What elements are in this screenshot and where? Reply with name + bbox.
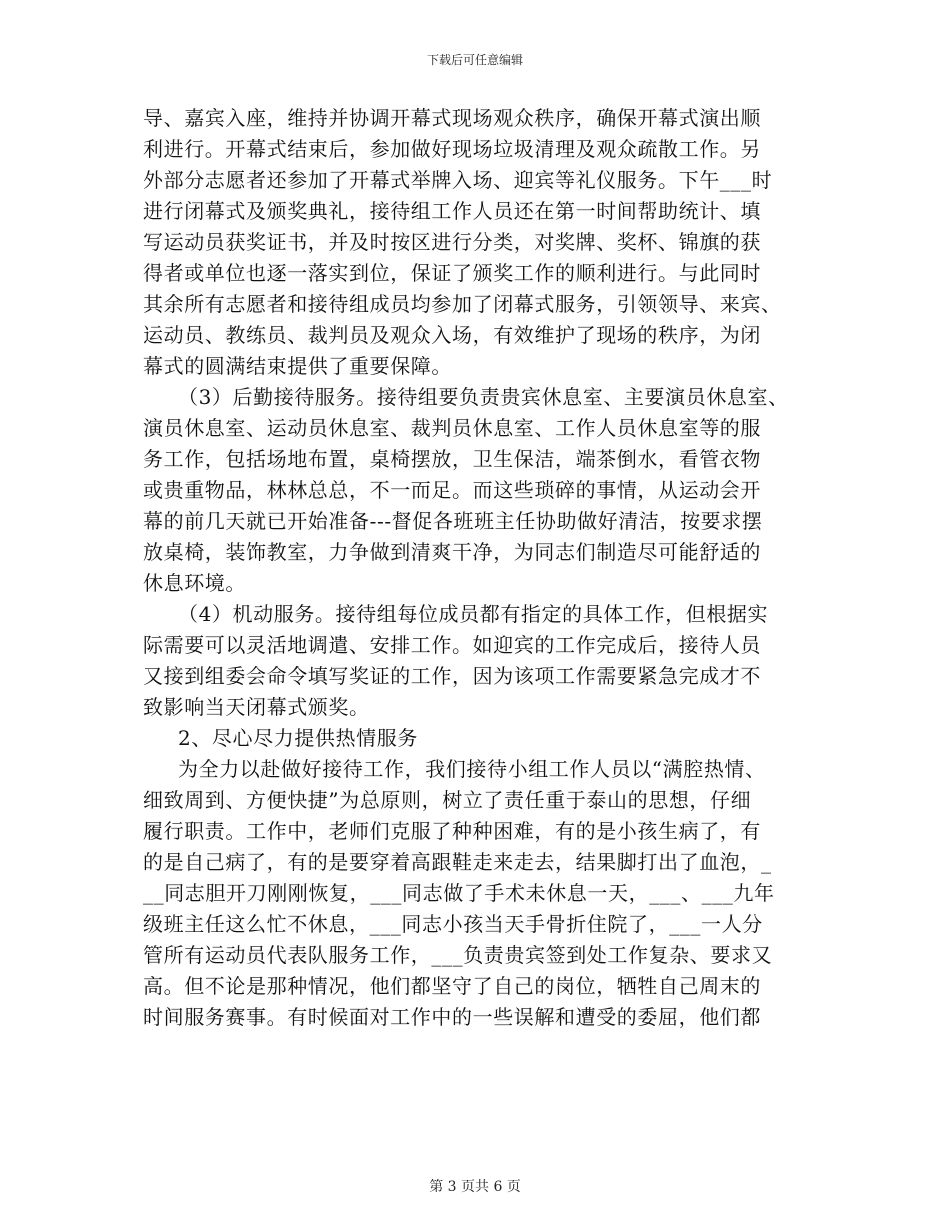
text-line: 又接到组委会命令填写奖证的工作，因为该项工作需要紧急完成才不 xyxy=(143,664,761,688)
text-line: 利进行。开幕式结束后，参加做好现场垃圾清理及观众疏散工作。另 xyxy=(143,137,761,161)
text-line: 时间服务赛事。有时候面对工作中的一些误解和遭受的委屈，他们都 xyxy=(143,1005,761,1029)
text-line: 或贵重物品，林林总总，不一而足。而这些琐碎的事情，从运动会开 xyxy=(143,478,761,502)
text-line: 得者或单位也逐一落实到位，保证了颁奖工作的顺利进行。与此同时 xyxy=(143,261,761,285)
text-line: 的是自己病了，有的是要穿着高跟鞋走来走去，结果脚打出了血泡，_ xyxy=(143,850,772,874)
text-line: 写运动员获奖证书，并及时按区进行分类，对奖牌、奖杯、锦旗的获 xyxy=(143,230,761,254)
paragraph-start-line: （3）后勤接待服务。接待组要负责贵宾休息室、主要演员休息室、 xyxy=(178,385,789,409)
paragraph-start-line: 为全力以赴做好接待工作，我们接待小组工作人员以“满腔热情、 xyxy=(178,757,766,781)
page-number: 第 3 页共 6 页 xyxy=(429,1179,521,1195)
text-line: 演员休息室、运动员休息室、裁判员休息室、工作人员休息室等的服 xyxy=(143,416,761,440)
text-line: 幕的前几天就已开始准备---督促各班班主任协助做好清洁，按要求摆 xyxy=(143,509,763,533)
text-line: 放桌椅，装饰教室，力争做到清爽干净，为同志们制造尽可能舒适的 xyxy=(143,540,761,564)
text-line: 致影响当天闭幕式颁奖。 xyxy=(143,695,370,719)
text-line: 务工作，包括场地布置，桌椅摆放，卫生保洁，端茶倒水，看管衣物 xyxy=(143,447,761,471)
document-body xyxy=(143,103,823,1033)
text-line: 级班主任这么忙不休息，___同志小孩当天手骨折住院了，___一人分 xyxy=(143,912,763,936)
paragraph-start-line: （4）机动服务。接待组每位成员都有指定的具体工作，但根据实 xyxy=(178,602,769,626)
text-line: 际需要可以灵活地调遣、安排工作。如迎宾的工作完成后，接待人员 xyxy=(143,633,761,657)
text-line: 导、嘉宾入座，维持并协调开幕式现场观众秩序，确保开幕式演出顺 xyxy=(143,106,761,130)
text-line: 细致周到、方便快捷”为总原则，树立了责任重于泰山的思想，仔细 xyxy=(143,788,752,812)
text-line: 高。但不论是那种情况，他们都坚守了自己的岗位，牺牲自己周末的 xyxy=(143,974,761,998)
text-line: 运动员、教练员、裁判员及观众入场，有效维护了现场的秩序，为闭 xyxy=(143,323,761,347)
text-line: 幕式的圆满结束提供了重要保障。 xyxy=(143,354,452,378)
text-line: __同志胆开刀刚刚恢复，___同志做了手术未休息一天，___、___九年 xyxy=(143,881,775,905)
text-line: 管所有运动员代表队服务工作，___负责贵宾签到处工作复杂、要求又 xyxy=(143,943,773,967)
text-line: 履行职责。工作中，老师们克服了种种困难，有的是小孩生病了，有 xyxy=(143,819,761,843)
text-line: 进行闭幕式及颁奖典礼，接待组工作人员还在第一时间帮助统计、填 xyxy=(143,199,761,223)
text-line: 其余所有志愿者和接待组成员均参加了闭幕式服务，引领领导、来宾、 xyxy=(143,292,782,316)
text-line: 外部分志愿者还参加了开幕式举牌入场、迎宾等礼仪服务。下午___时 xyxy=(143,168,773,192)
text-line: 休息环境。 xyxy=(143,571,246,595)
section-heading: 2、尽心尽力提供热情服务 xyxy=(178,726,418,750)
page-header: 下载后可任意编辑 xyxy=(426,53,523,67)
